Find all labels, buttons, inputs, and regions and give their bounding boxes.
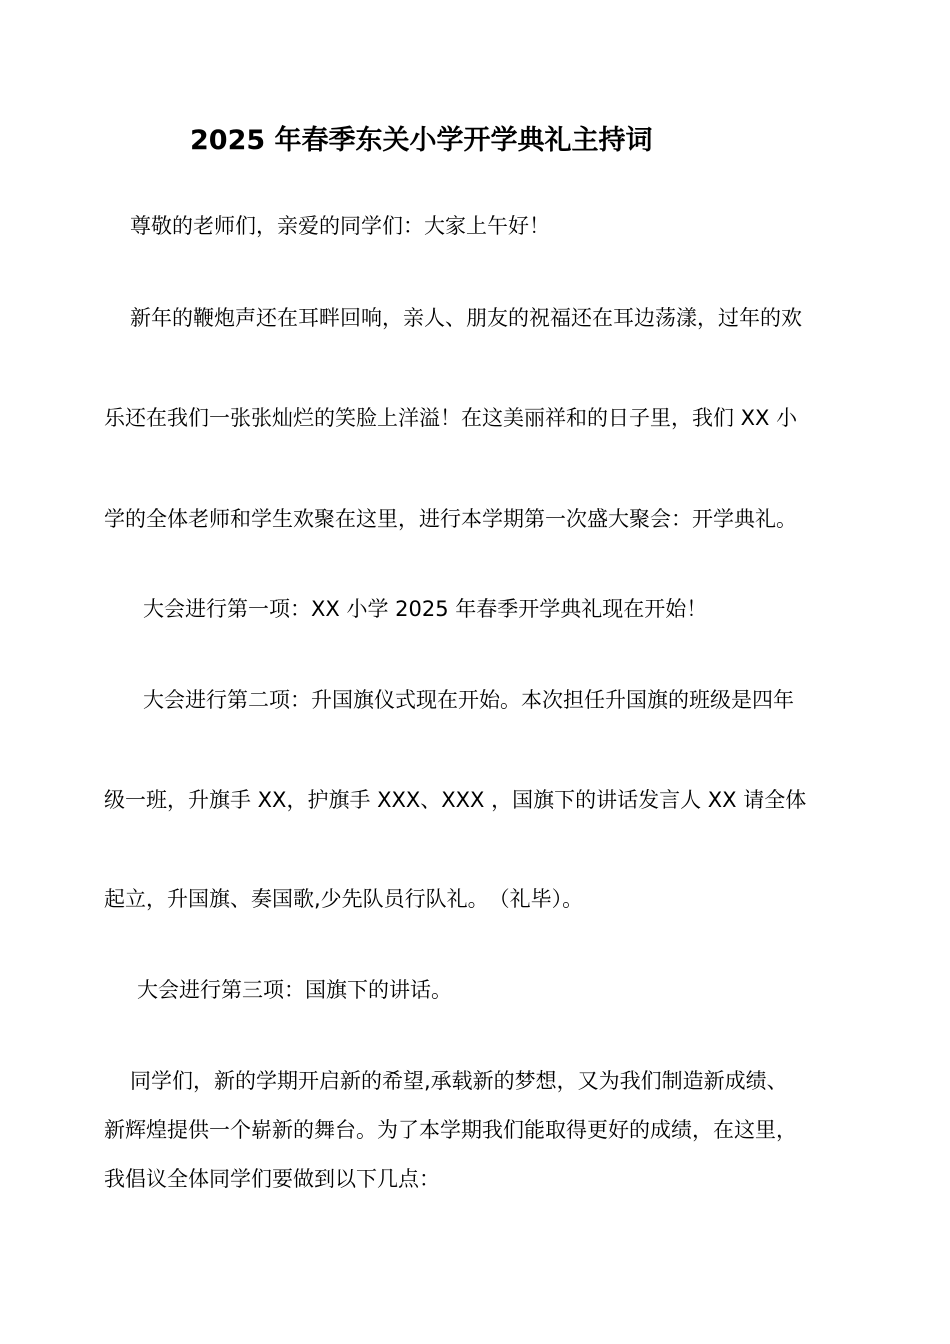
agenda-item-two: 大会进行第二项：升国旗仪式现在开始。本次担任升国旗的班级是四年 [143, 688, 794, 712]
paragraph-line: 级一班，升旗手 XX，护旗手 XXX、XXX ，国旗下的讲话发言人 XX 请全体 [104, 788, 807, 812]
paragraph-line: 我倡议全体同学们要做到以下几点： [104, 1167, 440, 1191]
agenda-item-one: 大会进行第一项：XX 小学 2025 年春季开学典礼现在开始！ [143, 597, 708, 621]
document-title: 2025 年春季东关小学开学典礼主持词 [190, 125, 653, 156]
greeting-line: 尊敬的老师们，亲爱的同学们：大家上午好！ [130, 214, 550, 238]
paragraph-line: 新年的鞭炮声还在耳畔回响，亲人、朋友的祝福还在耳边荡漾，过年的欢 [130, 306, 802, 330]
paragraph-line: 新辉煌提供一个崭新的舞台。为了本学期我们能取得更好的成绩，在这里， [104, 1118, 797, 1142]
paragraph-line: 乐还在我们一张张灿烂的笑脸上洋溢！在这美丽祥和的日子里，我们 XX 小 [104, 406, 798, 430]
paragraph-line: 学的全体老师和学生欢聚在这里，进行本学期第一次盛大聚会：开学典礼。 [104, 507, 797, 531]
paragraph-line: 起立，升国旗、奏国歌,少先队员行队礼。 （礼毕）。 [104, 887, 584, 911]
agenda-item-three: 大会进行第三项：国旗下的讲话。 [137, 978, 452, 1002]
paragraph-line: 同学们，新的学期开启新的希望,承载新的梦想，又为我们制造新成绩、 [130, 1069, 788, 1093]
